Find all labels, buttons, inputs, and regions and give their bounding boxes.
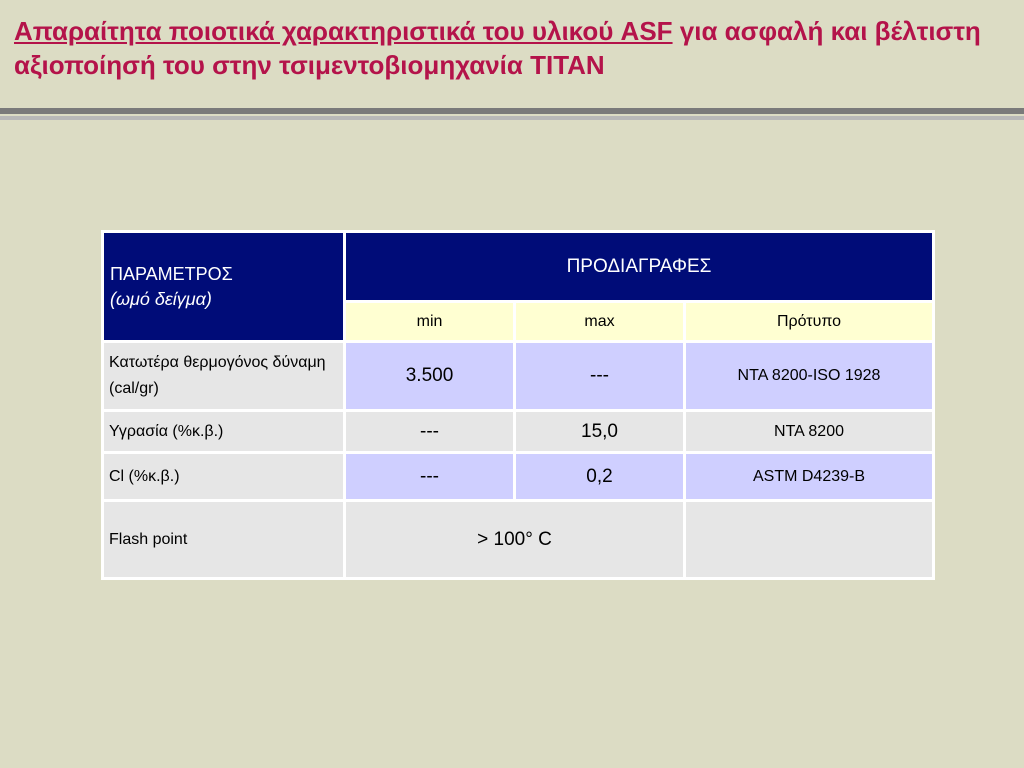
row-standard: NTA 8200 bbox=[685, 411, 934, 453]
row-standard bbox=[685, 501, 934, 579]
title-divider bbox=[0, 108, 1024, 114]
table-row bbox=[103, 342, 934, 411]
table-row bbox=[103, 501, 934, 579]
row-standard: ASTM D4239-B bbox=[685, 453, 934, 501]
row-parameter: Κατωτέρα θερμογόνος δύναμη (cal/gr) bbox=[103, 342, 345, 411]
row-parameter: Cl (%κ.β.) bbox=[103, 453, 345, 501]
header-specifications: ΠΡΟΔΙΑΓΡΑΦΕΣ bbox=[345, 232, 934, 302]
header-parameter-label: ΠΑΡΑΜΕΤΡΟΣ bbox=[110, 263, 233, 284]
header-min: min bbox=[345, 302, 515, 342]
table-row bbox=[103, 453, 934, 501]
row-standard: NTA 8200-ISO 1928 bbox=[685, 342, 934, 411]
row-max: --- bbox=[515, 342, 685, 411]
row-min: 3.500 bbox=[345, 342, 515, 411]
row-value: > 100° C bbox=[345, 501, 685, 579]
table-row bbox=[103, 411, 934, 453]
header-max: max bbox=[515, 302, 685, 342]
row-parameter: Flash point bbox=[103, 501, 345, 579]
slide-title-rest: για ασφαλή και βέλτιστη αξιοποίησή του στην τσιμεντοβιομηχανία TITAN bbox=[14, 16, 981, 80]
row-min: --- bbox=[345, 453, 515, 501]
header-standard: Πρότυπο bbox=[685, 302, 934, 342]
row-min: --- bbox=[345, 411, 515, 453]
specifications-table bbox=[101, 230, 935, 580]
slide-title bbox=[14, 14, 1014, 82]
title-divider-light bbox=[0, 116, 1024, 120]
slide-title-underlined: Απαραίτητα ποιοτικά χαρακτηριστικά του υλικού ASF bbox=[14, 16, 673, 46]
row-parameter: Υγρασία (%κ.β.) bbox=[103, 411, 345, 453]
row-max: 0,2 bbox=[515, 453, 685, 501]
header-parameter-cell bbox=[103, 232, 345, 342]
header-parameter-sublabel: (ωμό δείγμα) bbox=[110, 288, 212, 309]
row-max: 15,0 bbox=[515, 411, 685, 453]
